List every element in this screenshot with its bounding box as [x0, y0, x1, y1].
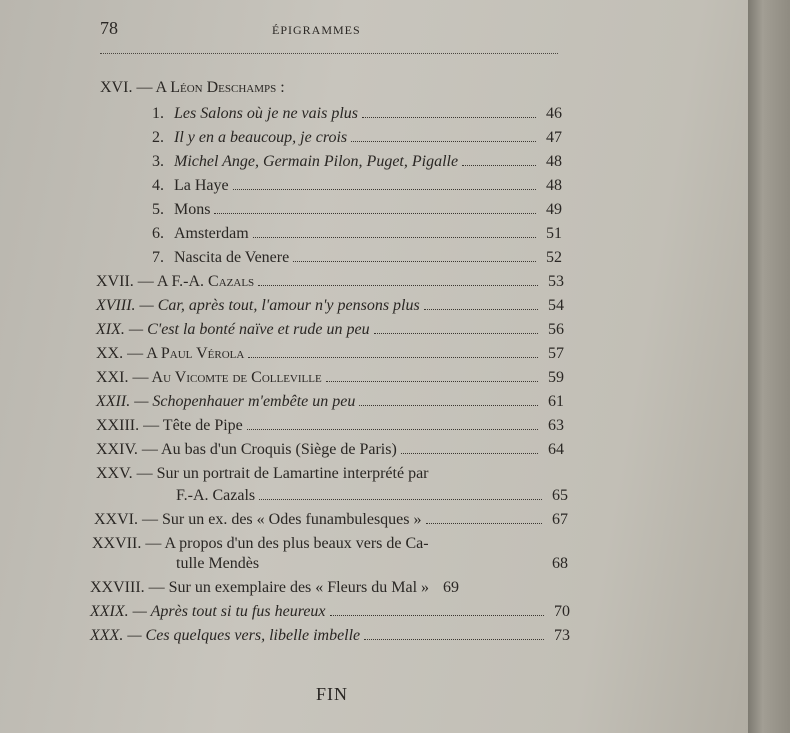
toc-entry: XXX. — Ces quelques vers, libelle imbelle 73	[90, 627, 570, 644]
toc-subentry: 5. Mons 49	[152, 201, 562, 218]
toc-entry: XXI. — Au Vicomte de Colleville 59	[96, 369, 564, 386]
toc-subentry: 1. Les Salons où je ne vais plus 46	[152, 105, 562, 122]
toc-entry: XIX. — C'est la bonté naïve et rude un peu 56	[96, 321, 564, 338]
toc-entry: XXVI. — Sur un ex. des « Odes funambulesques » 67	[94, 511, 568, 528]
running-title: ÉPIGRAMMES	[272, 23, 361, 37]
toc-entry: XXIII. — Tête de Pipe 63	[96, 417, 564, 434]
toc-entry: XXIX. — Après tout si tu fus heureux 70	[90, 603, 570, 620]
toc-entry: XXV. — Sur un portrait de Lamartine interprété par	[96, 465, 429, 482]
toc-entry-continuation: F.-A. Cazals 65	[176, 487, 568, 504]
toc-subentry: 2. Il y en a beaucoup, je crois 47	[152, 129, 562, 146]
toc-entry: XXVIII. — Sur un exemplaire des « Fleurs du Mal » 69	[90, 579, 460, 596]
toc-entry-xvi: XVI. — A Léon Deschamps :	[100, 79, 285, 96]
toc-entry: XXII. — Schopenhauer m'embête un peu 61	[96, 393, 564, 410]
toc-entry-continuation: tulle Mendès 68	[176, 555, 568, 572]
toc-entry: XVIII. — Car, après tout, l'amour n'y pensons plus 54	[96, 297, 564, 314]
toc-subentry: 4. La Haye 48	[152, 177, 562, 194]
toc-entry: XVII. — A F.-A. Cazals 53	[96, 273, 564, 290]
book-edge	[748, 0, 790, 733]
fin-label: FIN	[316, 684, 349, 704]
page-number: 78	[100, 18, 118, 38]
toc-subentry: 7. Nascita de Venere 52	[152, 249, 562, 266]
toc-entry: XXIV. — Au bas d'un Croquis (Siège de Paris) 64	[96, 441, 564, 458]
toc-entry: XX. — A Paul Vérola 57	[96, 345, 564, 362]
toc-entry: XXVII. — A propos d'un des plus beaux vers de Ca-	[92, 535, 429, 552]
toc-subentry: 6. Amsterdam 51	[152, 225, 562, 242]
toc-subentry: 3. Michel Ange, Germain Pilon, Puget, Pigalle 48	[152, 153, 562, 170]
